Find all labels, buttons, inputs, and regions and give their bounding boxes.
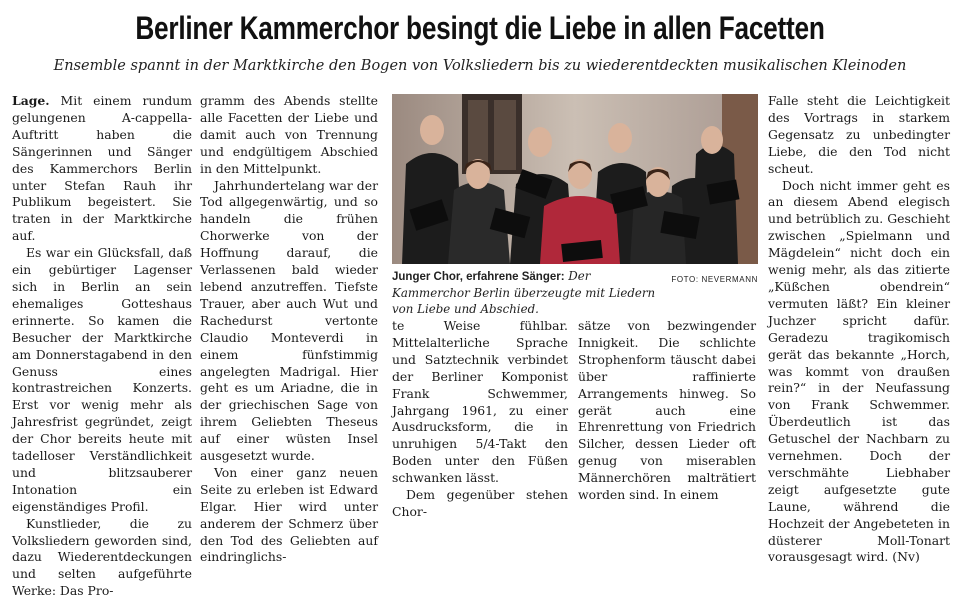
paragraph: Von einer ganz neuen Seite zu erleben ist Edward Elgar. Hier wird unter anderem der Schmerz über den Tod des Geliebten auf eindringlichs-	[200, 464, 378, 565]
paragraph: Es war ein Glücksfall, daß ein gebürtiger Lagenser sich in Berlin an sein ehemaliges Gotteshaus erinnerte. So kamen die Besucher der Marktkirche am Donnerstagabend in den Genuss eines kontrastreichen Konzerts. Erst vor wenig mehr als Jahresfrist gegründet, zeigt der Chor bereits heute mit tadelloser Verständlichkeit und blitzsauberer Intonation ein eigenständiges Profil.	[12, 245, 192, 514]
paragraph	[768, 178, 950, 567]
paragraph: te Weise fühlbar. Mittelalterliche Sprache und Satztechnik verbindet der Berliner Komponist Frank Schwemmer, Jahrgang 1961, zu einer Ausdrucksform, die in unruhigen 5/4-Takt den Boden unter den Füßen schwanken lässt.	[392, 318, 568, 486]
caption-lead: Junger Chor, erfahrene Sänger:	[392, 271, 565, 283]
article-column-3	[392, 318, 568, 521]
paragraph: Kunstlieder, die zu Volksliedern geworden sind, dazu Wiederentdeckungen und selten aufgeführte Werke: Das Pro-	[12, 515, 192, 599]
author-signature: (Nv)	[892, 549, 920, 565]
paragraph: Jahrhundertelang war der Tod allgegenwärtig, und so handeln die frühen Chorwerke von der Hoffnung darauf, die Verlassenen bald wieder lebend anzutreffen. Tiefste Trauer, aber auch Wut und Rachedurst vertonte Claudio Monteverdi in einem fünfstimmig angelegten Madrigal. Hier geht es um Ariadne, die in der griechischen Sage von ihrem Geliebten Theseus auf einer wüsten Insel ausgesetzt wurde.	[200, 177, 378, 464]
subheadline: Ensemble spannt in der Marktkirche den Bogen von Volksliedern bis zu wiederentdeckten musikalischen Kleinoden	[53, 58, 907, 74]
article-column-4	[578, 318, 756, 504]
lead-paragraph	[12, 93, 192, 245]
paragraph: gramm des Abends stellte alle Facetten der Liebe und damit auch von Trennung und endgültigem Abschied in den Mittelpunkt.	[200, 93, 378, 176]
article-column-5	[768, 93, 950, 566]
lead-text: Mit einem rundum gelungenen A-cappella-Auftritt haben die Sängerinnen und Sänger des Kammerchors Berlin unter Stefan Rauh ihr Publikum begeistert. Sie traten in der Marktkirche auf.	[12, 93, 192, 244]
caption-text: Der Kammerchor Berlin überzeugte mit Liedern von Liebe und Abschied.	[392, 269, 656, 316]
paragraph: Falle steht die Leichtigkeit des Vortrags in starkem Gegensatz zu unbedingter Liebe, die den Tod nicht scheut.	[768, 93, 950, 176]
article-column-2	[200, 93, 378, 566]
headline: Berliner Kammerchor besingt die Liebe in allen Facetten	[135, 10, 825, 46]
paragraph-text: Doch nicht immer geht es an diesem Abend elegisch und betrüblich zu. Geschieht zwischen „Spielmann und Mägdelein“ nicht doch ein wenig mehr, als das zitierte „Küßchen obendrein“ vermuten läßt? Ein kleiner Juchzer spricht dafür. Geradezu tragikomisch gerät das bekannte „Horch, was kommt von draußen rein?“ in der Neufassung von Frank Schwemmer. Überdeutlich ist das Getuschel der Nachbarn zu vernehmen. Doch der verschmähte Liebhaber zeigt aufgesetzte gute Laune, während die Hochzeit der Angebeteten in düsterer Moll-Tonart vorausgesagt wird.	[768, 177, 950, 565]
dateline: Lage.	[12, 93, 50, 108]
article-column-1	[12, 93, 192, 600]
choir-photo	[392, 94, 758, 264]
paragraph: sätze von bezwingender Innigkeit. Die schlichte Strophenform täuscht dabei über raffinierte Arrangements hinweg. So gerät auch eine Ehrenrettung von Friedrich Silcher, dessen Lieder oft genug von miserablen Männerchören malträtiert worden sind. In einem	[578, 318, 756, 503]
photo-credit: FOTO: NEVERMANN	[671, 275, 758, 284]
choir-photo-image	[392, 94, 758, 264]
photo-caption	[392, 268, 758, 317]
paragraph: Dem gegenüber stehen Chor-	[392, 487, 568, 519]
